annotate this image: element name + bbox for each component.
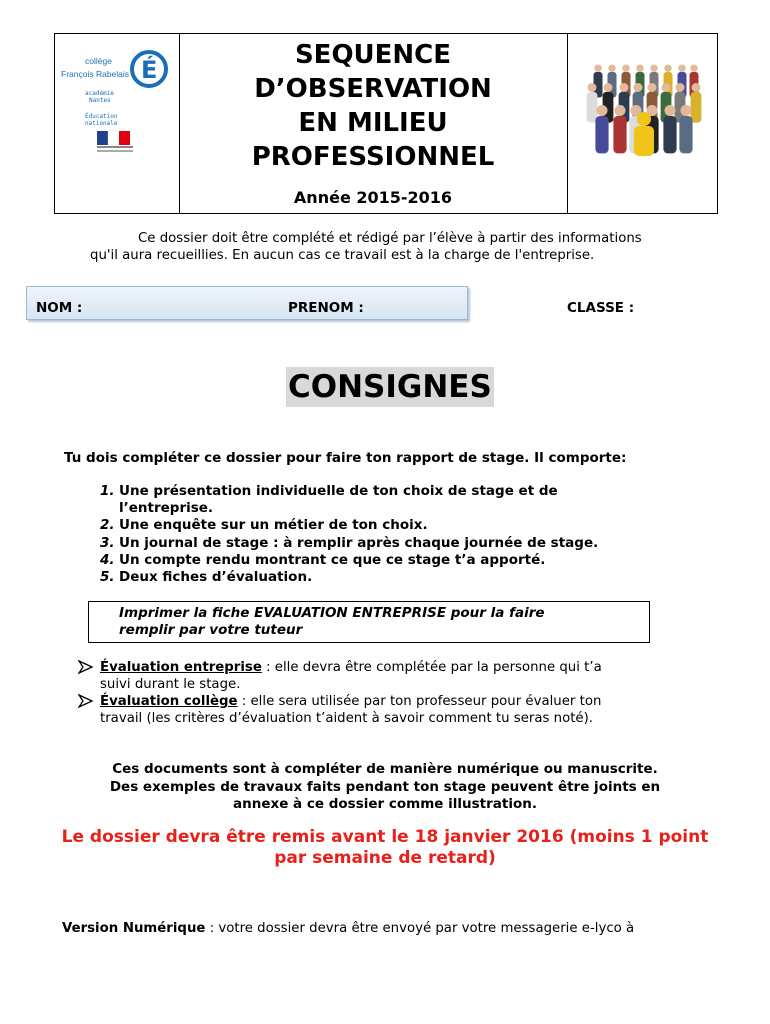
version-numerique-paragraph: Version Numérique : votre dossier devra être envoyé par votre messagerie e-lyco à — [62, 921, 635, 936]
intro-paragraph — [90, 230, 740, 264]
intro-line-1: Ce dossier doit être complété et rédigé par l’élève à partir des informations — [138, 231, 642, 246]
prenom-label: PRENOM : — [288, 300, 364, 316]
svg-text:É: É — [141, 56, 158, 84]
tutor-note-line-1: Imprimer la fiche EVALUATION ENTREPRISE pour la faire — [119, 605, 545, 621]
evaluation-college-title: Évaluation collège — [100, 694, 238, 709]
arrow-bullet-icon — [78, 694, 94, 708]
list-item: 3. Un journal de stage : à remplir après chaque journée de stage. — [100, 534, 599, 551]
instructions-intro: Tu dois compléter ce dossier pour faire ton rapport de stage. Il comporte: — [64, 450, 627, 466]
logo-ministere-2: nationale — [85, 120, 118, 127]
tutor-note-box — [88, 601, 650, 643]
identity-box — [26, 286, 468, 320]
logo-ministere-1: Éducation — [85, 113, 118, 120]
college-logo — [55, 34, 180, 213]
classe-label: CLASSE : — [567, 300, 635, 316]
consignes-heading: CONSIGNES — [288, 369, 492, 405]
dossier-contents-list — [100, 483, 700, 586]
list-item: 5. Deux fiches d’évaluation. — [100, 569, 313, 586]
title-line-2: D’OBSERVATION — [254, 74, 492, 104]
documents-paragraph: Ces documents sont à compléter de manière numérique ou manuscrite. Des exemples de travaux faits pendant ton stage peuvent être joints en annexe à ce dossier comme illustration. — [109, 761, 661, 812]
crowd-of-workers-image — [568, 34, 717, 213]
title-cell — [179, 34, 568, 213]
title-line-1: SEQUENCE — [294, 40, 452, 70]
evaluation-entreprise-item: Évaluation entreprise : elle devra être complétée par la personne qui t’a suivi durant le stage. — [78, 659, 718, 693]
page-title — [179, 38, 567, 174]
title-line-4: PROFESSIONNEL — [251, 142, 495, 172]
school-year: Année 2015-2016 — [293, 188, 453, 207]
logo-academie-1: académie — [85, 90, 114, 97]
tutor-note-line-2: remplir par votre tuteur — [119, 622, 303, 638]
title-line-3: EN MILIEU — [298, 108, 448, 138]
version-numerique-label: Version Numérique — [62, 921, 206, 936]
list-item: 1. Une présentation individuelle de ton choix de stage et de l’entreprise. — [100, 483, 558, 517]
nom-label: NOM : — [36, 300, 83, 316]
evaluation-college-item: Évaluation collège : elle sera utilisée par ton professeur pour évaluer ton travail (les critères d’évaluation t’aident à savoir comment tu seras noté). — [78, 693, 718, 727]
logo-academie-2: Nantes — [89, 97, 111, 104]
arrow-bullet-icon — [78, 660, 94, 674]
list-item: 4. Un compte rendu montrant ce que ce stage t’a apporté. — [100, 551, 546, 568]
list-item: 2. Une enquête sur un métier de ton choix. — [100, 517, 428, 534]
logo-line1: collège — [85, 56, 112, 66]
evaluation-entreprise-title: Évaluation entreprise — [100, 660, 262, 675]
header-table — [54, 33, 718, 214]
logo-line2: François Rabelais — [61, 69, 130, 79]
intro-line-2: qu'il aura recueillies. En aucun cas ce travail est à la charge de l'entreprise. — [90, 248, 595, 263]
college-logo-graphic — [55, 34, 179, 213]
deadline-notice: Le dossier devra être remis avant le 18 janvier 2016 (moins 1 point par semaine de retard) — [61, 827, 709, 868]
